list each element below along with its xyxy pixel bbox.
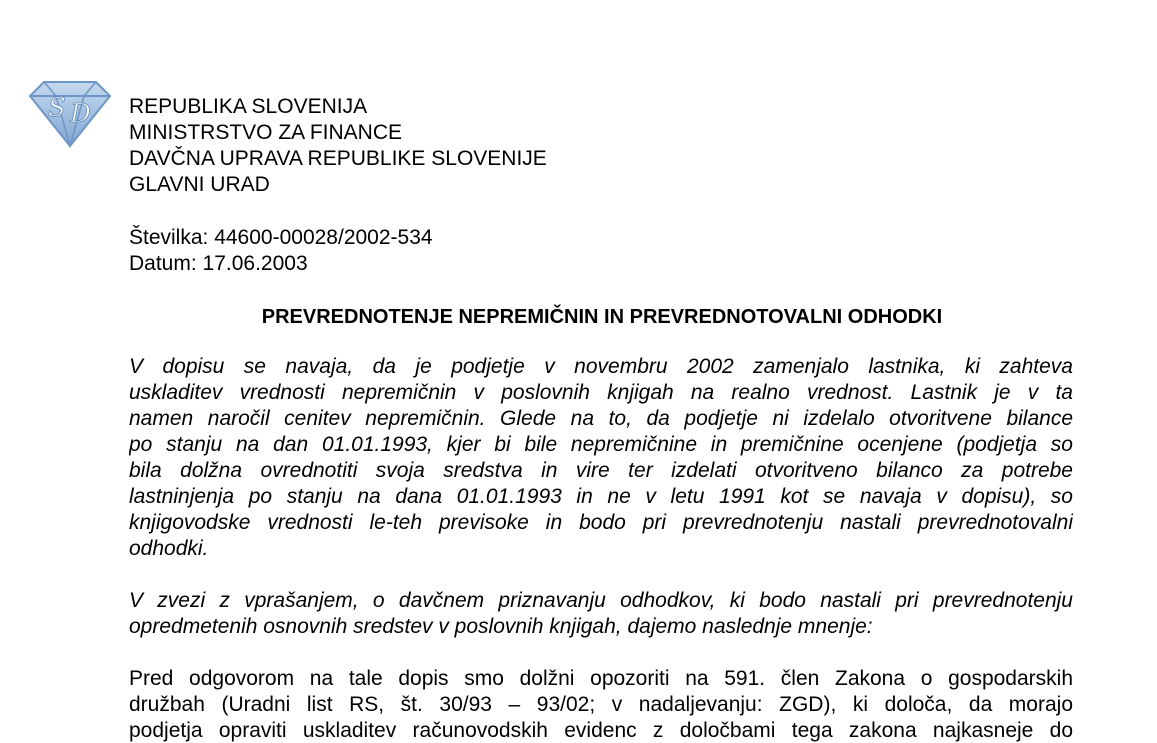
- durs-logo-icon: [26, 76, 114, 150]
- letterhead-line-administration: DAVČNA UPRAVA REPUBLIKE SLOVENIJE: [129, 147, 547, 170]
- document-meta: [129, 225, 433, 277]
- svg-text:S: S: [48, 93, 66, 123]
- document-title: PREVREDNOTENJE NEPREMIČNIN IN PREVREDNOTOVALNI ODHODKI: [261, 306, 943, 328]
- text-line: bila dolžna ovrednotiti svoja sredstva in vire ter izdelati otvoritveno bilanco za potrebe: [129, 459, 1073, 482]
- letterhead: [129, 94, 547, 198]
- text-line: V zvezi z vprašanjem, o davčnem priznavanju odhodkov, ki bodo nastali pri prevrednotenju: [129, 589, 1073, 612]
- text-line: uskladitev vrednosti nepremičnin v poslovnih knjigah na realno vrednost. Lastnik je v ta: [129, 381, 1073, 404]
- text-line: Pred odgovorom na tale dopis smo dolžni opozoriti na 591. člen Zakona o gospodarskih: [129, 667, 1073, 690]
- document-body: [129, 354, 1073, 743]
- letterhead-line-ministry: MINISTRSTVO ZA FINANCE: [129, 121, 403, 144]
- text-line: V dopisu se navaja, da je podjetje v novembru 2002 zamenjalo lastnika, ki zahteva: [129, 355, 1073, 378]
- text-line: lastninjenja po stanju na dana 01.01.1993 in ne v letu 1991 kot se navaja v dopisu), so: [129, 485, 1073, 508]
- text-line: družbah (Uradni list RS, št. 30/93 – 93/02; v nadaljevanju: ZGD), ki določa, da morajo: [129, 693, 1073, 716]
- text-line: odhodki.: [129, 537, 209, 560]
- letterhead-line-office: GLAVNI URAD: [129, 173, 270, 196]
- paragraph-intro: [129, 588, 1073, 640]
- text-line: po stanju na dan 01.01.1993, kjer bi bile nepremičnine in premičnine ocenjene (podjetja so: [129, 433, 1073, 456]
- text-line: knjigovodske vrednosti le-teh previsoke in bodo pri prevrednotenju nastali prevrednotovalni: [129, 511, 1073, 534]
- paragraph-answer: [129, 666, 1073, 743]
- text-line: namen naročil cenitev nepremičnin. Glede na to, da podjetje ni izdelalo otvoritvene bilance: [129, 407, 1073, 430]
- text-line: opredmetenih osnovnih sredstev v poslovnih knjigah, dajemo naslednje mnenje:: [129, 615, 873, 638]
- letterhead-line-country: REPUBLIKA SLOVENIJA: [129, 95, 368, 118]
- document-number: Številka: 44600-00028/2002-534: [129, 226, 433, 249]
- text-line: podjetja opraviti uskladitev računovodskih evidenc z določbami tega zakona najkasneje do: [129, 719, 1073, 742]
- paragraph-question: [129, 354, 1073, 562]
- document-date: Datum: 17.06.2003: [129, 252, 308, 275]
- svg-text:D: D: [70, 99, 91, 129]
